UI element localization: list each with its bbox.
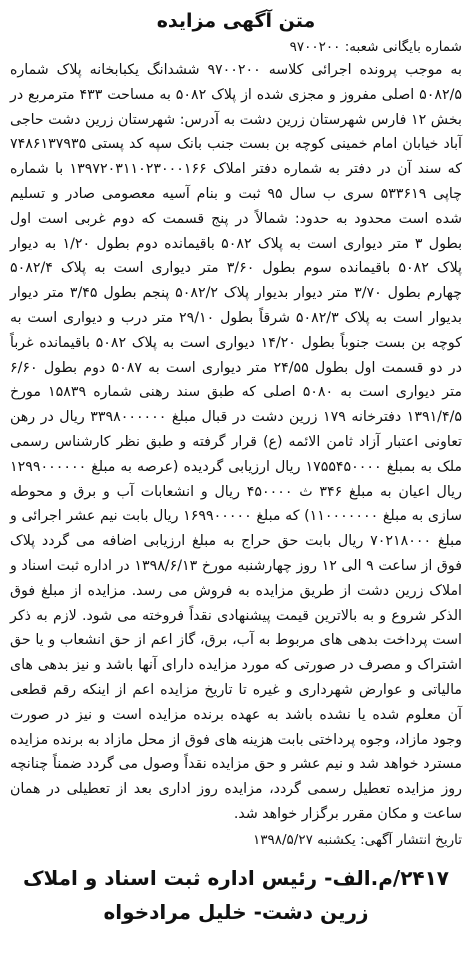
- notice-body: به موجب پرونده اجرائی کلاسه ۹۷۰۰۲۰۰ ششدانگ یکبابخانه پلاک شماره ۵۰۸۲/۵ اصلی مفروز و مجزی شده از پلاک ۵۰۸۲ به مساحت ۴۳۳ مترمربع در بخش ۱۲ فارس شهرستان زرین دشت به آدرس: شهرستان زرین دشت حاجی آباد خیابان امام خمینی کوچه بن بست جنب بانک سپه کد پستی ۷۴۸۶۱۳۷۹۳۵ که سند آن در دفتر به شماره دفتر املاک ۱۳۹۷۲۰۳۱۱۰۲۳۰۰۰۱۶۶ با شماره چاپی ۵۳۳۶۱۹ سری ب سال ۹۵ ثبت و بنام آسیه معصومی صادر و تسلیم شده است محدود به حدود: شمالاً در پنج قسمت که دوم غربی است اول بطول ۳ متر دیواری است به پلاک ۵۰۸۲ باقیمانده دوم بطول ۱/۲۰ به دیوار پلاک ۵۰۸۲ باقیمانده سوم بطول ۳/۶۰ متر دیواری است به پلاک ۵۰۸۲/۴ چهارم بطول ۳/۷۰ متر دیوار بدیوار پلاک ۵۰۸۲/۲ پنجم بطول ۳/۴۵ متر دیوار بدیوار است به پلاک ۵۰۸۲/۳ شرقاً بطول ۲۹/۱۰ متر درب و دیواری است به کوچه بن بست جنوباً بطول ۱۴/۲۰ دیواری است به پلاک ۵۰۸۲ باقیمانده غرباً در دو قسمت اول بطول ۲۴/۵۵ متر دیواری است به ۵۰۸۷ دوم بطول ۶/۶۰ متر دیواری است به ۵۰۸۰ اصلی که طبق سند رهنی شماره ۱۵۸۳۹ مورخ ۱۳۹۱/۴/۵ دفترخانه ۱۷۹ زرین دشت در قبال مبلغ ۳۳۹۸۰۰۰۰۰۰ ریال در رهن تعاونی اعتبار آزاد ثامن الائمه (ع) قرار گرفته و طبق نظر کارشناس رسمی ملک به بمبلغ ۱۷۵۵۴۵۰۰۰۰ ریال ارزیابی گردیده (عرصه به مبلغ ۱۲۹۹۰۰۰۰۰۰ ریال اعیان به مبلغ ۳۴۶ ث ۴۵۰۰۰۰ ریال و انشعابات آب و برق و محوطه سازی به مبلغ ۱۱۰۰۰۰۰۰۰) که مبلغ ۱۶۹۹۰۰۰۰۰ ریال بابت نیم عشر اجرائی و مبلغ ۷۰۲۱۸۰۰۰ ریال بابت حق حراج به مبلغ ارزیابی اضافه می گردد پلاک فوق از ساعت ۹ الی ۱۲ روز چهارشنبه مورخ ۱۳۹۸/۶/۱۳ در اداره ثبت اسناد و املاک زرین دشت از طریق مزایده به فروش می رسد. مزایده از مبلغ فوق الذکر شروع و به بالاترین قیمت پیشنهادی نقداً فروخته می شود. لازم به ذکر است پرداخت بدهی های مربوط به آب، برق، گاز اعم از حق انشعاب و یا حق اشتراک و مصرف در صورتی که مورد مزایده دارای آنها باشد و نیز بدهی های مالیاتی و عوارض شهرداری و غیره تا تاریخ مزایده اعم از اینکه رقم قطعی آن معلوم شده یا نشده باشد به عهده برنده مزایده است و نیز در صورت وجود مازاد، وجوه پرداختی بابت هزینه های فوق از محل مازاد به برنده مزایده مسترد خواهد شد و نیم عشر و حق مزایده نقداً وصول می گردد ضمناً چنانچه روز مزایده تعطیل رسمی گردد، مزایده روز اداری بعد از تعطیلی در همان ساعت و مکان مقرر برگزار خواهد شد.: [10, 62, 463, 822]
- signature-name: زرین دشت- خلیل مرادخواه: [103, 899, 369, 924]
- archive-number: ۹۷۰۰۲۰۰: [289, 39, 341, 55]
- notice-title: متن آگهی مزایده: [156, 10, 316, 32]
- publish-label: تاریخ انتشار آگهی:: [360, 831, 462, 848]
- signature-office: ۲۴۱۷/م.الف- رئیس اداره ثبت اسناد و املاک: [22, 865, 450, 890]
- archive-label: شماره بایگانی شعبه:: [344, 39, 462, 55]
- publish-date-line: [10, 829, 462, 851]
- archive-number-line: [10, 38, 462, 56]
- signature-block: [10, 861, 462, 929]
- publish-date: یکشنبه ۱۳۹۸/۵/۲۷: [253, 831, 356, 848]
